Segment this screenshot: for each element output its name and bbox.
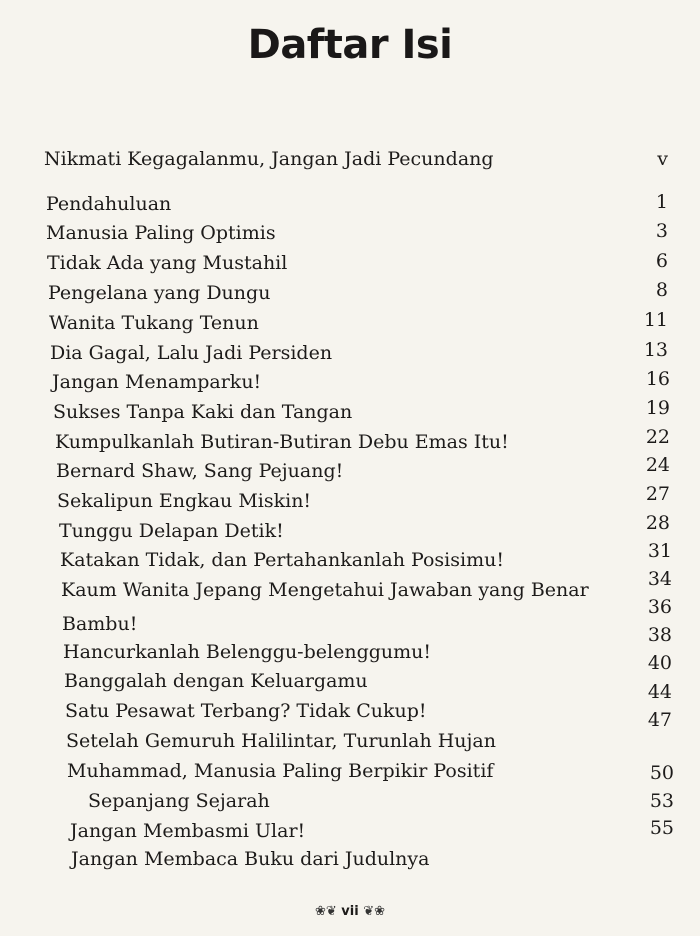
toc-entry-page: 13: [643, 339, 668, 361]
toc-entry-page: 55: [649, 817, 674, 839]
toc-entry-page: 53: [649, 790, 674, 812]
toc-entry-title: Wanita Tukang Tenun: [49, 312, 259, 334]
toc-entry-title: Katakan Tidak, dan Pertahankanlah Posisimu!: [60, 549, 504, 571]
toc-entry-page: 31: [647, 540, 672, 562]
toc-entry-title: Tunggu Delapan Detik!: [59, 520, 284, 542]
toc-entry-title: Setelah Gemuruh Halilintar, Turunlah Hujan: [66, 730, 496, 752]
page-title: Daftar Isi: [247, 22, 453, 68]
toc-entry-page: 36: [647, 596, 672, 618]
toc-entry-title: Kaum Wanita Jepang Mengetahui Jawaban yang Benar: [61, 579, 589, 601]
toc-entry-page: 22: [645, 426, 670, 448]
toc-entry-page: 11: [643, 309, 668, 331]
toc-entry-title: Jangan Membasmi Ular!: [70, 820, 306, 842]
toc-entry-page: 19: [645, 397, 670, 419]
toc-entry-title: Pendahuluan: [46, 193, 172, 215]
toc-entry-page: 47: [647, 709, 672, 731]
toc-entry-title: Sukses Tanpa Kaki dan Tangan: [53, 401, 353, 423]
page-footer: [0, 904, 700, 919]
ornament-right-icon: ❦❀: [363, 904, 386, 919]
toc-entry-title: Nikmati Kegagalanmu, Jangan Jadi Pecundang: [44, 148, 494, 170]
toc-entry-page: 24: [645, 454, 670, 476]
page-number: vii: [341, 904, 359, 919]
toc-entry-title: Bernard Shaw, Sang Pejuang!: [56, 460, 344, 482]
toc-entry-page: 44: [647, 681, 672, 703]
toc-entry-title: Satu Pesawat Terbang? Tidak Cukup!: [65, 700, 427, 722]
toc-entry-page: 34: [647, 568, 672, 590]
toc-entry-page: 6: [655, 250, 668, 272]
toc-entry-title: Bambu!: [62, 613, 138, 635]
toc-entry-page: 8: [655, 279, 668, 301]
toc-entry-title: Sepanjang Sejarah: [88, 790, 270, 812]
ornament-left-icon: ❀❦: [314, 904, 337, 919]
toc-entry-page: 27: [645, 483, 670, 505]
toc-entry-title: Sekalipun Engkau Miskin!: [57, 490, 312, 512]
toc-entry-title: Muhammad, Manusia Paling Berpikir Positif: [67, 760, 494, 782]
toc-entry-title: Tidak Ada yang Mustahil: [47, 252, 288, 274]
toc-entry-title: Kumpulkanlah Butiran-Butiran Debu Emas Itu!: [55, 431, 509, 453]
toc-entry-title: Jangan Menamparku!: [52, 371, 262, 393]
toc-entry-title: Dia Gagal, Lalu Jadi Persiden: [50, 342, 333, 364]
toc-entry-title: Hancurkanlah Belenggu-belenggumu!: [63, 641, 432, 663]
toc-entry-page: 40: [647, 652, 672, 674]
toc-entry-page: 16: [645, 368, 670, 390]
toc-entry-title: Manusia Paling Optimis: [46, 222, 276, 244]
toc-entry-title: Pengelana yang Dungu: [48, 282, 271, 304]
toc-entry-page: 3: [655, 220, 668, 242]
toc-entry-page: v: [657, 148, 668, 170]
toc-entry-title: Banggalah dengan Keluargamu: [64, 670, 368, 692]
toc-entry-page: 28: [645, 512, 670, 534]
toc-entry-title: Jangan Membaca Buku dari Judulnya: [71, 848, 430, 870]
toc-entry-page: 50: [649, 762, 674, 784]
toc-entry-page: 38: [647, 624, 672, 646]
toc-entry-page: 1: [655, 191, 668, 213]
